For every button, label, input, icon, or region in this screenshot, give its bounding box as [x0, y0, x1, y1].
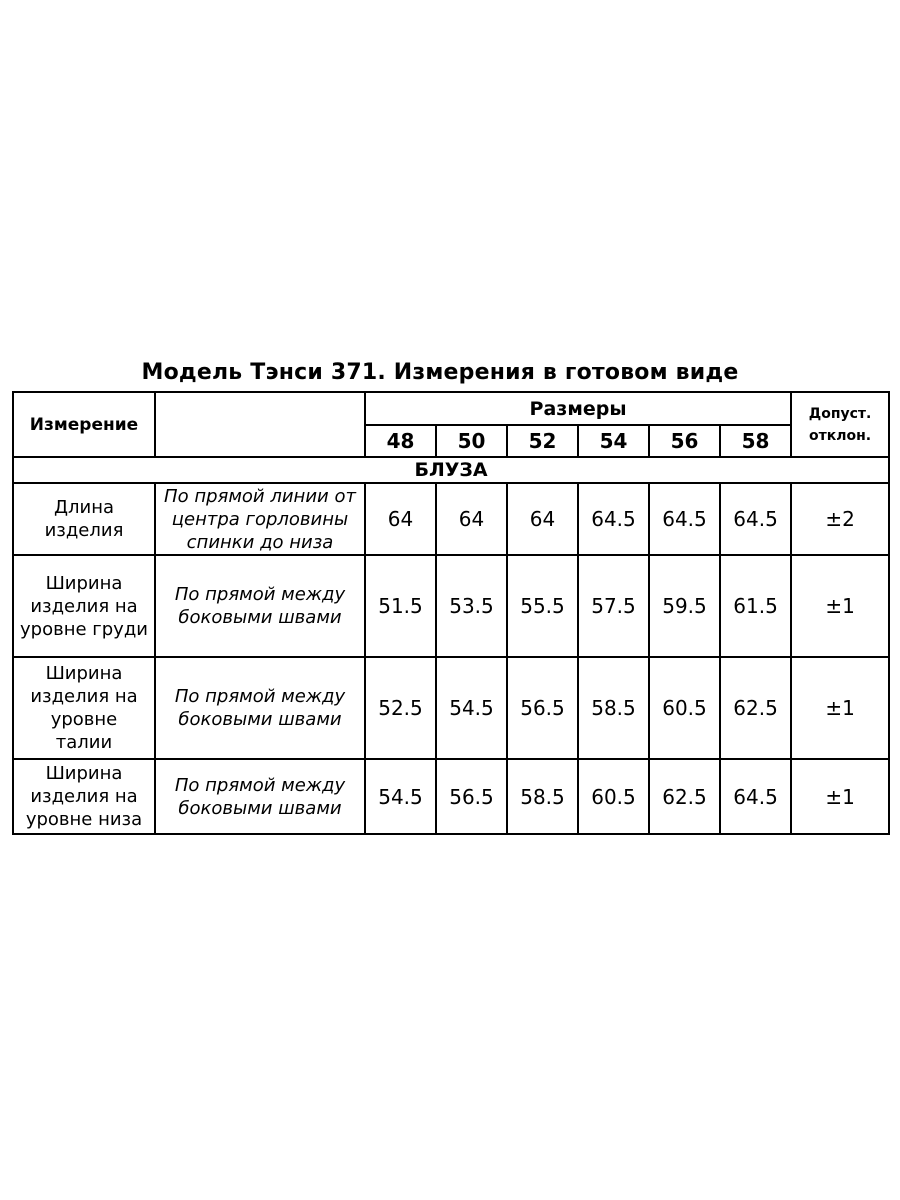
size-value: 64 [507, 483, 578, 555]
table-row [13, 759, 889, 834]
measurement-method-line: По прямой между [174, 584, 346, 605]
measurement-method-line: спинки до низа [186, 531, 334, 553]
measurement-name-line: Длина [53, 497, 115, 518]
size-header: 56 [649, 425, 720, 457]
table-row [13, 555, 889, 657]
size-value: 60.5 [578, 759, 649, 834]
measurement-name [13, 483, 155, 555]
size-header: 58 [720, 425, 791, 457]
size-value: 64 [365, 483, 436, 555]
size-value: 51.5 [365, 555, 436, 657]
measurement-name-line: уровне низа [25, 809, 143, 830]
table-row [13, 483, 889, 555]
size-value: 64.5 [720, 759, 791, 834]
sizes-header: Размеры [365, 392, 791, 425]
measurement-name-line: талии [55, 732, 113, 753]
size-value: 53.5 [436, 555, 507, 657]
size-value: 62.5 [720, 657, 791, 759]
size-value: 55.5 [507, 555, 578, 657]
tolerance-value: ±1 [791, 657, 889, 759]
size-value: 54.5 [436, 657, 507, 759]
measurement-name-line: уровне груди [20, 618, 148, 640]
measurement-method-line: центра горловины [171, 508, 349, 530]
measurement-name-line: изделия на [30, 786, 138, 807]
section-title: БЛУЗА [13, 457, 889, 483]
size-value: 56.5 [507, 657, 578, 759]
size-value: 58.5 [578, 657, 649, 759]
measurement-method-line: боковыми швами [178, 709, 342, 730]
measurement-method [155, 657, 365, 759]
header-row [13, 392, 889, 425]
page-title: Модель Тэнси 371. Измерения в готовом виде [141, 360, 739, 385]
tolerance-header-line1: Допуст. [808, 405, 872, 422]
table-row [13, 657, 889, 759]
size-value: 60.5 [649, 657, 720, 759]
measurement-method-line: боковыми швами [178, 607, 342, 628]
measurements-table [12, 391, 890, 835]
size-value: 62.5 [649, 759, 720, 834]
measurement-header: Измерение [13, 392, 155, 457]
size-value: 56.5 [436, 759, 507, 834]
method-header [155, 392, 365, 457]
size-header: 50 [436, 425, 507, 457]
tolerance-value: ±1 [791, 555, 889, 657]
measurement-name [13, 759, 155, 834]
measurement-method-line: По прямой между [174, 686, 346, 707]
size-value: 64.5 [649, 483, 720, 555]
measurement-name-line: Ширина [45, 572, 123, 594]
size-value: 52.5 [365, 657, 436, 759]
measurement-method-line: По прямой между [174, 774, 346, 796]
tolerance-header-line2: отклон. [809, 427, 872, 444]
measurement-name [13, 555, 155, 657]
size-value: 64 [436, 483, 507, 555]
measurement-name-line: изделия на [30, 686, 138, 707]
measurement-method [155, 555, 365, 657]
size-value: 61.5 [720, 555, 791, 657]
size-value: 54.5 [365, 759, 436, 834]
measurement-method-line: По прямой линии от [164, 485, 356, 507]
measurement-name [13, 657, 155, 759]
size-value: 58.5 [507, 759, 578, 834]
measurement-name-line: изделия [44, 520, 124, 541]
measurement-method [155, 759, 365, 834]
measurement-name-line: уровне [50, 709, 118, 730]
measurement-name-line: изделия на [30, 595, 138, 617]
size-value: 64.5 [720, 483, 791, 555]
measurement-name-line: Ширина [45, 763, 123, 784]
size-value: 64.5 [578, 483, 649, 555]
section-row [13, 457, 889, 483]
measurement-method-line: боковыми швами [178, 797, 342, 819]
measurement-method [155, 483, 365, 555]
size-header: 54 [578, 425, 649, 457]
tolerance-header [791, 392, 889, 457]
tolerance-value: ±2 [791, 483, 889, 555]
size-value: 59.5 [649, 555, 720, 657]
tolerance-value: ±1 [791, 759, 889, 834]
measurement-name-line: Ширина [45, 663, 123, 684]
size-value: 57.5 [578, 555, 649, 657]
size-header: 52 [507, 425, 578, 457]
size-header: 48 [365, 425, 436, 457]
